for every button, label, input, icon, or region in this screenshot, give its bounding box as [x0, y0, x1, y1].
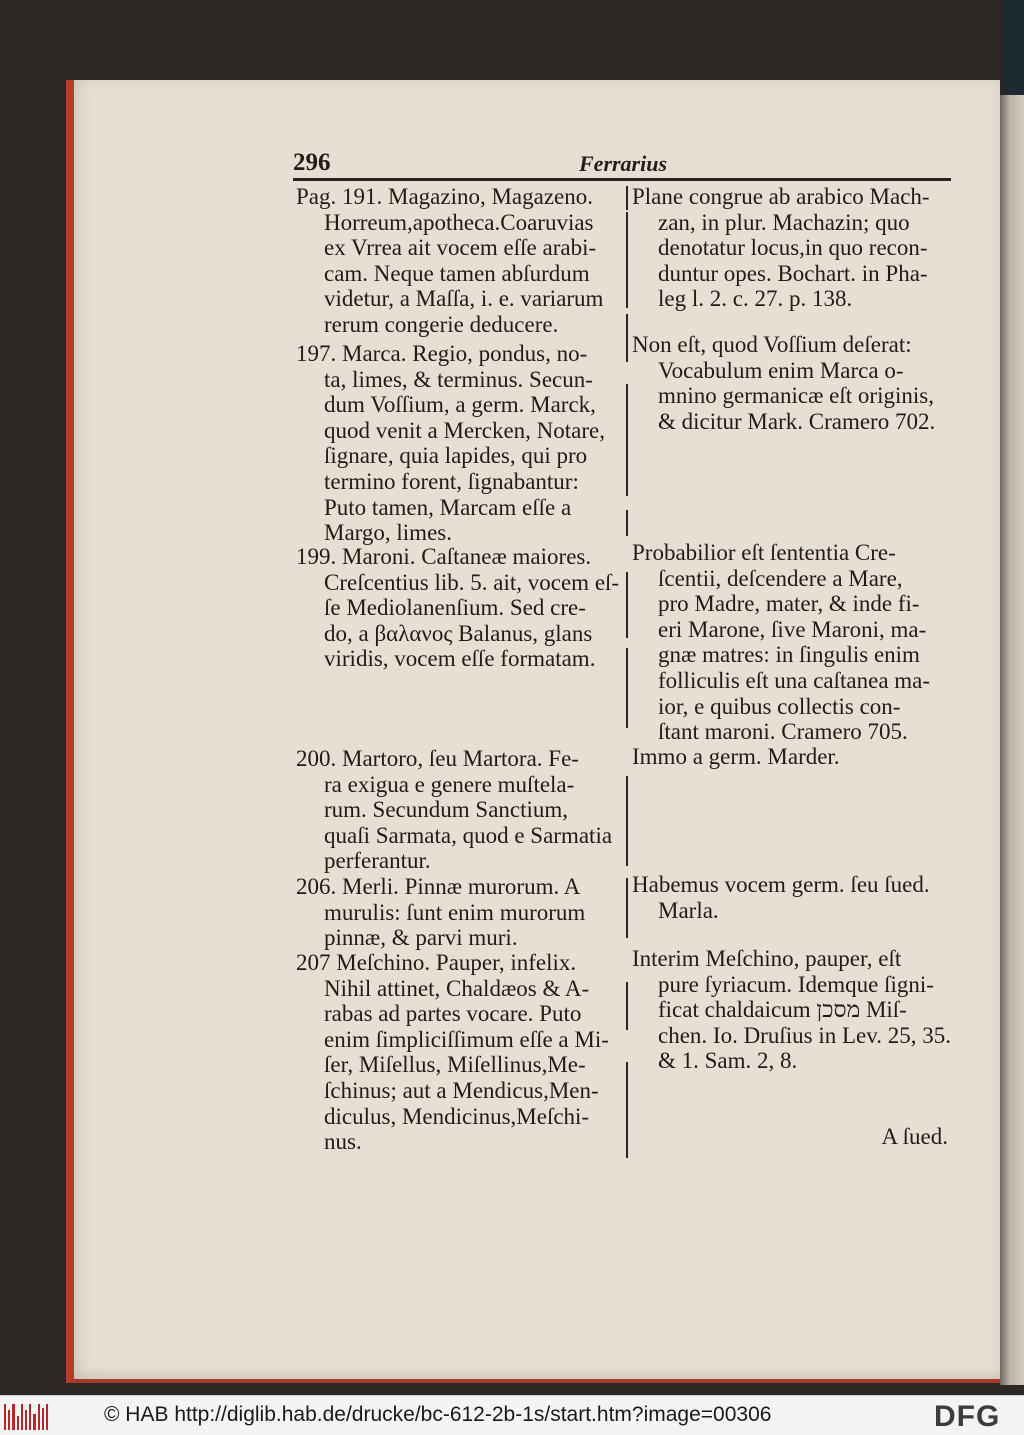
entry-line: rabas ad partes vocare. Puto: [324, 1001, 582, 1027]
entry-line: diculus, Mendicinus,Meſchi-: [324, 1103, 590, 1129]
note-197: [632, 332, 956, 434]
note-199: [632, 540, 956, 745]
column-divider: [626, 982, 628, 1030]
note-line: zan, in plur. Machazin; quo: [658, 209, 910, 235]
note-line: ſtant maroni. Cramero 705.: [658, 719, 908, 745]
column-divider: [626, 384, 628, 496]
column-divider: [626, 314, 628, 362]
note-line: pure ſyriacum. Idemque ſigni-: [658, 971, 934, 997]
next-leaf-edge: [1000, 95, 1024, 1385]
catchword-text: A ſued.: [881, 1124, 948, 1149]
entry-line: Horreum,apotheca.Coaruvias: [324, 209, 594, 235]
note-191: [632, 184, 956, 312]
head-rule: [293, 178, 951, 181]
column-divider: [626, 776, 628, 866]
entry-line: Pag. 191. Magazino, Magazeno.: [296, 184, 594, 209]
dfg-logo[interactable]: DFG: [934, 1400, 1001, 1433]
page-number: 296: [293, 149, 331, 176]
note-200: [632, 744, 956, 770]
entry-line: 206. Merli. Pinnæ murorum. A: [296, 874, 581, 899]
entry-line: quod venit a Mercken, Notare,: [324, 417, 606, 443]
note-line: ficat chaldaicum מסכן Miſ-: [658, 997, 907, 1023]
note-line: ior, e quibus collectis con-: [658, 693, 901, 719]
footer-bar: [0, 1395, 1024, 1435]
note-206: [632, 872, 956, 923]
entry-line: quaſi Sarmata, quod e Sarmatia: [324, 822, 613, 848]
entry-line: viridis, vocem eſſe formatam.: [324, 646, 596, 672]
column-divider: [626, 186, 628, 210]
note-line: leg l. 2. c. 27. p. 138.: [658, 286, 853, 312]
entry-line: murulis: ſunt enim murorum: [324, 899, 586, 925]
running-title: Ferrarius: [579, 151, 668, 176]
note-line: duntur opes. Bochart. in Pha-: [658, 260, 928, 286]
note-line: eri Marone, ſive Maroni, ma-: [658, 616, 927, 642]
entry-line: pinnæ, & parvi muri.: [324, 925, 518, 951]
entry-line: Creſcentius lib. 5. ait, vocem eſ-: [324, 569, 620, 595]
column-divider: [626, 648, 628, 728]
entry-line: ſe Mediolanenſium. Sed cre-: [324, 595, 586, 621]
note-line: mnino germanicæ eſt originis,: [658, 383, 934, 409]
entry-line: ſignare, quia lapides, qui pro: [324, 443, 588, 469]
note-line: Vocabulum enim Marca o-: [658, 357, 904, 383]
column-divider: [626, 878, 628, 938]
note-line: Non eſt, quod Voſſium deſerat:: [632, 332, 912, 357]
entry-line: rum. Secundum Sanctium,: [324, 797, 569, 823]
note-207: [632, 946, 956, 1074]
column-divider: [626, 212, 628, 308]
source-credit-link[interactable]: © HAB http://diglib.hab.de/drucke/bc-612-2b-1s/start.htm?image=00306: [104, 1403, 772, 1426]
note-line: Interim Meſchino, pauper, eſt: [632, 946, 902, 971]
catchword: [632, 1124, 956, 1150]
entry-line: 197. Marca. Regio, pondus, no-: [296, 341, 588, 366]
entry-line: perferantur.: [324, 848, 431, 874]
entry-line: ſer, Miſellus, Miſellinus,Me-: [324, 1052, 586, 1078]
note-line: Marla.: [658, 897, 719, 923]
running-head: [293, 145, 943, 179]
note-line: Plane congrue ab arabico Mach-: [632, 184, 930, 209]
entry-191: [296, 184, 626, 338]
entry-line: 207 Meſchino. Pauper, infelix.: [296, 950, 577, 975]
entry-line: ex Vrrea ait vocem eſſe arabi-: [324, 235, 597, 261]
note-line: & dicitur Mark. Cramero 702.: [658, 408, 936, 434]
entry-line: 199. Maroni. Caſtaneæ maiores.: [296, 544, 592, 569]
note-line: pro Madre, mater, & inde fi-: [658, 591, 920, 617]
entry-200: [296, 746, 626, 874]
entry-line: enim ſimpliciſſimum eſſe a Mi-: [324, 1026, 609, 1052]
entry-197: [296, 341, 626, 546]
entry-line: 200. Martoro, ſeu Martora. Fe-: [296, 746, 579, 771]
entry-199: [296, 544, 626, 672]
next-leaf-tab: [1004, 0, 1024, 95]
entry-line: ra exigua e genere muſtela-: [324, 771, 575, 797]
note-line: Probabilior eſt ſententia Cre-: [632, 540, 896, 565]
note-line: denotatur locus,in quo recon-: [658, 235, 928, 261]
entry-line: ſchinus; aut a Mendicus,Men-: [324, 1077, 599, 1103]
column-divider: [626, 572, 628, 638]
entry-206: [296, 874, 626, 951]
entry-line: Puto tamen, Marcam eſſe a: [324, 494, 572, 520]
entry-line: nus.: [324, 1129, 362, 1155]
column-divider: [626, 510, 628, 536]
entry-line: rerum congerie deducere.: [324, 311, 559, 337]
note-line: Habemus vocem germ. ſeu ſued.: [632, 872, 930, 897]
entry-line: ta, limes, & terminus. Secun-: [324, 366, 593, 392]
note-line: ſcentii, deſcendere a Mare,: [658, 565, 903, 591]
note-line: chen. Io. Druſius in Lev. 25, 35.: [658, 1022, 951, 1048]
column-divider: [626, 1062, 628, 1158]
note-line: gnæ matres: in ſingulis enim: [658, 642, 920, 668]
entry-line: cam. Neque tamen abſurdum: [324, 260, 590, 286]
hab-logo-icon[interactable]: [4, 1402, 48, 1430]
note-line: folliculis eſt una caſtanea ma-: [658, 667, 931, 693]
entry-line: do, a βαλανος Balanus, glans: [324, 620, 593, 646]
entry-line: Nihil attinet, Chaldæos & A-: [324, 975, 590, 1001]
note-line: Immo a germ. Marder.: [632, 744, 840, 769]
entry-line: dum Voſſium, a germ. Marck,: [324, 392, 596, 418]
entry-line: termino forent, ſignabantur:: [324, 468, 579, 494]
note-line: & 1. Sam. 2, 8.: [658, 1048, 798, 1074]
entry-line: Margo, limes.: [324, 520, 452, 546]
entry-207: [296, 950, 626, 1155]
entry-line: videtur, a Maſſa, i. e. variarum: [324, 286, 604, 312]
